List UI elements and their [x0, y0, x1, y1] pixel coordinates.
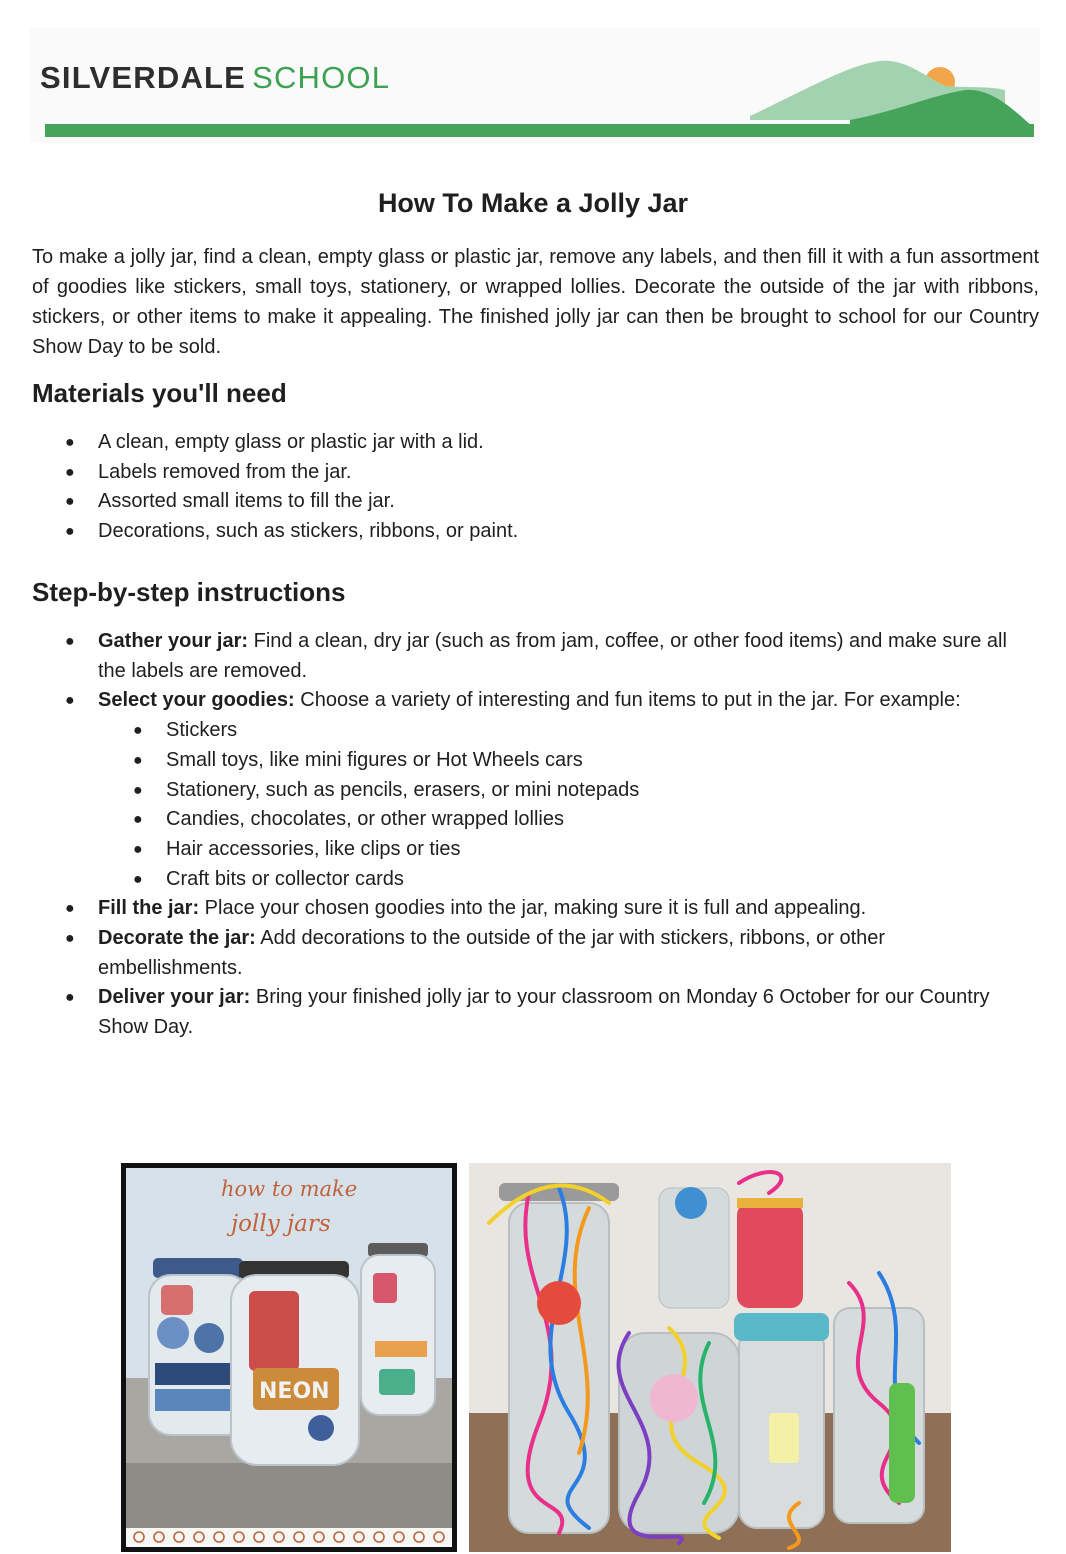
step-text: Add decorations to the outside of the jar with stickers, ribbons, or other embellishments. [98, 927, 886, 979]
step-text: Find a clean, dry jar (such as from jam, coffee, or other food items) and make sure all the labels are removed. [98, 630, 1007, 682]
list-item [98, 686, 1028, 894]
caption-line1: how to make [221, 1177, 358, 1201]
decorated-jars-photo-right [469, 1163, 951, 1552]
list-item: ● Stationery, such as pencils, erasers, or mini notepads [166, 776, 1028, 806]
goodies-list [166, 716, 1028, 894]
school-name-word1: SILVERDALE [40, 60, 247, 95]
step-text: Place your chosen goodies into the jar, making sure it is full and appealing. [199, 897, 867, 920]
step-label: Gather your jar: [98, 630, 249, 652]
jar-label-text: NEON [259, 1379, 330, 1404]
step-label: Decorate the jar: [98, 927, 256, 950]
list-item: ● Labels removed from the jar. [98, 458, 1028, 488]
list-item: ● Stickers [166, 716, 1028, 746]
step-text: Choose a variety of interesting and fun items to put in the jar. For example: [294, 689, 961, 712]
steps-heading: Step-by-step instructions [32, 577, 346, 607]
list-item [98, 894, 1028, 924]
school-name-word2: SCHOOL [252, 60, 391, 95]
steps-list [98, 627, 1028, 1043]
materials-list [98, 428, 1028, 547]
step-text: Bring your finished jolly jar to your classroom on Monday 6 October for our Country Show Day. [98, 986, 990, 1039]
step-label: Fill the jar: [98, 897, 200, 920]
list-item: ● Decorations, such as stickers, ribbons, or paint. [98, 517, 1028, 547]
step-label: Deliver your jar: [98, 986, 251, 1009]
school-name [40, 60, 390, 96]
caption-line2: jolly jars [231, 1211, 331, 1237]
page-title: How To Make a Jolly Jar [377, 188, 689, 218]
list-item: ● Small toys, like mini figures or Hot Wheels cars [166, 746, 1028, 776]
list-item: ● Hair accessories, like clips or ties [166, 835, 1028, 865]
step-label: Select your goodies: [98, 689, 295, 712]
list-item: ● Craft bits or collector cards [166, 865, 1028, 895]
intro-paragraph: To make a jolly jar, find a clean, empty glass or plastic jar, remove any labels, and then fill it with a fun assortment of goodies like stickers, small toys, stationery, or wrapped lollies. Decorate the outside of the jar with ribbons, stickers, or other items to make it appealing. The finished jolly jar can then be brought to school for our Country Show Day to be sold. [32, 246, 1039, 358]
list-item: ● Candies, chocolates, or other wrapped lollies [166, 805, 1028, 835]
jolly-jars-photo-left [121, 1163, 457, 1552]
materials-heading: Materials you'll need [32, 378, 287, 408]
list-item: ● Assorted small items to fill the jar. [98, 487, 1028, 517]
list-item [98, 627, 1028, 686]
list-item: ● A clean, empty glass or plastic jar with a lid. [98, 428, 1028, 458]
list-item [98, 924, 1028, 983]
list-item [98, 983, 1028, 1042]
